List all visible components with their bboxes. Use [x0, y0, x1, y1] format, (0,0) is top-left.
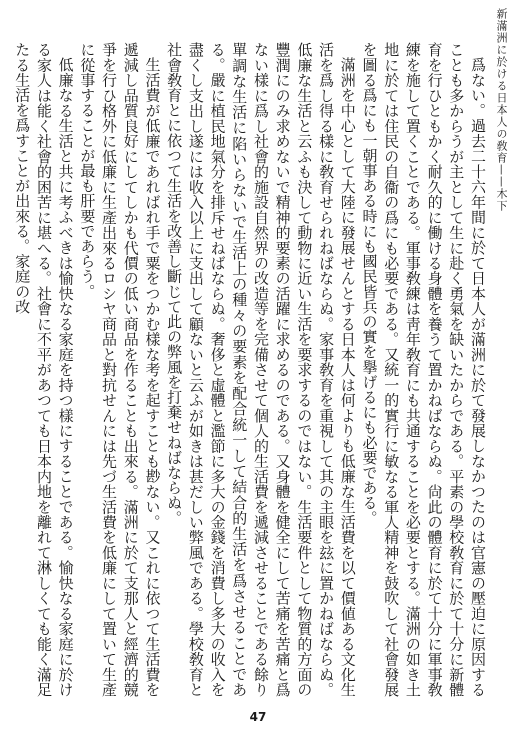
paragraph-3: 生活費が低廉であればれ手で粟をつかむ樣な考を起すことも尠ない。又これに依つて生活費を遞減し品質良好にしてしかも代價の低い商品を作ることも出來る。滿洲に於て支那人と經濟的競爭を行ひ格外に低廉に生產出來るロシヤ商品と對抗せんには先づ生活費を低廉にして置いて生產に從事することが最も肝要であらう。 [78, 42, 162, 697]
paragraph-1: 爲ない。過去二十六年間に於て日本人が滿洲に於て發展しなかつたのは官憲の壓迫に原因することも多からうが主として生に赴く勇氣を缺いたからである。平素の學校敎育に於て十分に新體育を行ひともかく耐久的に働ける身體を養うて置かねばならぬ。尙此の體育に於て十分に軍事敎練を施して置くことである。軍事敎練は靑年敎育にも共通することを必要とする。滿洲の如き土地に於ては住民の自衞の爲にも必要である。又統一的實行に敏なる軍人精神を鼓吹して社會發展を圖る爲にも一朝事ある時にも國民皆兵の實を擧げるにも必要である。 [360, 42, 487, 697]
running-header: 新滿洲に於ける日本人の敎育——木下 [495, 8, 508, 212]
paragraph-4: 低廉なる生活と共に考ふべきは愉快なる家庭を持つ樣にすることである。愉快なる家庭に於ける家人は能く社會的困苦に堪へる。社會に不平があつても日本内地を離れて淋しくても能く滿足たる生活を爲すことが出來る。家庭の改 [13, 42, 75, 697]
paragraph-2: 滿洲を中心として大陸に發展せんとする日本人は何よりも低廉な生活費を以て價値ある文化生活を爲し得る樣に敎育せられねばならぬ。家事敎育を重視して其の主眼を玆に置かねばならぬ。低廉な生活と云ふも決して動物に近い生活を要求するのではない。生活要件として物質的方面の豐潤にのみ求めないで精神的要素の活躍に求めるのである。又身體を健全にして苦痛を苦痛と爲ない樣に爲し社會的施設自然界の改造等を完備させて個人的生活費を遞減させることである餘り單調な生活に陷いらないで生活上の種々の要素を配合統一して結合的生活を爲させることである。嚴に植民地氣分を排斥せねばならぬ。奢侈と虛體と濫節に多大の金錢を消費し多大の收入を盡くし支出し遂には收入以上に支出して顧ないと云ふが如きは甚だしい弊風である。學校敎育と社會敎育とに依つて生活を改善し斷じて此の弊風を打棄せねばならぬ。 [165, 42, 357, 697]
main-text [13, 42, 488, 697]
page-number: 47 [249, 710, 267, 724]
